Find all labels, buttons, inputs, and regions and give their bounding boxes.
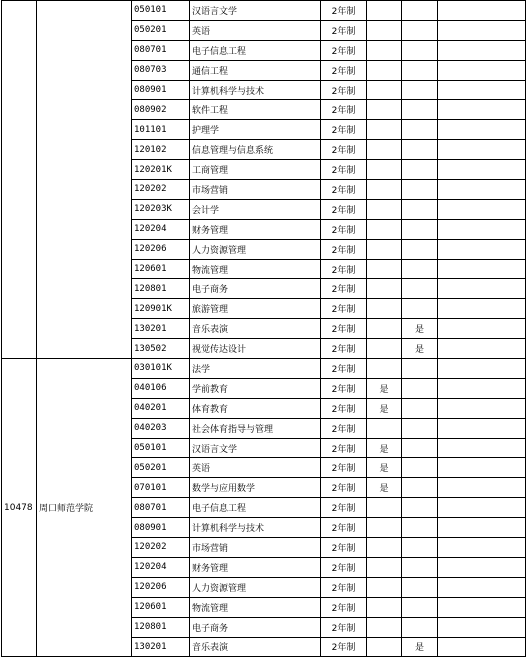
major-code-cell: 130201	[132, 637, 190, 657]
flag-a-cell	[367, 339, 402, 359]
duration-cell: 2年制	[321, 378, 367, 398]
major-name-cell: 数学与应用数学	[190, 478, 321, 498]
blank-cell	[438, 299, 526, 319]
major-name-cell: 人力资源管理	[190, 577, 321, 597]
major-name-cell: 电子信息工程	[190, 40, 321, 60]
duration-cell: 2年制	[321, 478, 367, 498]
major-code-cell: 040106	[132, 378, 190, 398]
duration-cell: 2年制	[321, 498, 367, 518]
flag-b-cell	[402, 299, 438, 319]
major-code-cell: 120202	[132, 538, 190, 558]
flag-b-cell	[402, 557, 438, 577]
duration-cell: 2年制	[321, 438, 367, 458]
major-code-cell: 050101	[132, 438, 190, 458]
major-code-cell: 120901K	[132, 299, 190, 319]
major-code-cell: 120601	[132, 259, 190, 279]
flag-b-cell	[402, 120, 438, 140]
duration-cell: 2年制	[321, 1, 367, 21]
flag-a-cell	[367, 140, 402, 160]
blank-cell	[438, 418, 526, 438]
major-name-cell: 物流管理	[190, 597, 321, 617]
major-name-cell: 学前教育	[190, 378, 321, 398]
blank-cell	[438, 259, 526, 279]
duration-cell: 2年制	[321, 418, 367, 438]
blank-cell	[438, 20, 526, 40]
major-name-cell: 物流管理	[190, 259, 321, 279]
flag-a-cell	[367, 1, 402, 21]
flag-a-cell	[367, 279, 402, 299]
flag-a-cell	[367, 538, 402, 558]
flag-b-cell	[402, 20, 438, 40]
flag-a-cell	[367, 60, 402, 80]
blank-cell	[438, 120, 526, 140]
flag-a-cell	[367, 40, 402, 60]
flag-b-cell	[402, 80, 438, 100]
flag-a-cell	[367, 180, 402, 200]
flag-a-cell	[367, 239, 402, 259]
major-code-cell: 050101	[132, 1, 190, 21]
major-name-cell: 汉语言文学	[190, 438, 321, 458]
major-code-cell: 101101	[132, 120, 190, 140]
flag-a-cell: 是	[367, 378, 402, 398]
major-name-cell: 电子商务	[190, 617, 321, 637]
duration-cell: 2年制	[321, 597, 367, 617]
flag-b-cell	[402, 518, 438, 538]
major-code-cell: 120204	[132, 557, 190, 577]
duration-cell: 2年制	[321, 180, 367, 200]
major-name-cell: 旅游管理	[190, 299, 321, 319]
major-code-cell: 080701	[132, 40, 190, 60]
flag-b-cell	[402, 398, 438, 418]
flag-b-cell	[402, 438, 438, 458]
duration-cell: 2年制	[321, 60, 367, 80]
duration-cell: 2年制	[321, 100, 367, 120]
flag-a-cell	[367, 498, 402, 518]
duration-cell: 2年制	[321, 80, 367, 100]
table-row	[2, 359, 526, 379]
flag-b-cell: 是	[402, 319, 438, 339]
blank-cell	[438, 80, 526, 100]
duration-cell: 2年制	[321, 557, 367, 577]
flag-a-cell	[367, 299, 402, 319]
blank-cell	[438, 1, 526, 21]
blank-cell	[438, 219, 526, 239]
blank-cell	[438, 339, 526, 359]
flag-b-cell	[402, 160, 438, 180]
duration-cell: 2年制	[321, 339, 367, 359]
major-code-cell: 040203	[132, 418, 190, 438]
flag-a-cell: 是	[367, 458, 402, 478]
blank-cell	[438, 140, 526, 160]
flag-b-cell	[402, 617, 438, 637]
flag-b-cell	[402, 239, 438, 259]
major-code-cell: 070101	[132, 478, 190, 498]
blank-cell	[438, 378, 526, 398]
major-name-cell: 体育教育	[190, 398, 321, 418]
flag-b-cell	[402, 597, 438, 617]
major-code-cell: 130502	[132, 339, 190, 359]
major-code-cell: 080701	[132, 498, 190, 518]
major-code-cell: 080703	[132, 60, 190, 80]
major-code-cell: 120601	[132, 597, 190, 617]
flag-b-cell	[402, 478, 438, 498]
blank-cell	[438, 538, 526, 558]
flag-b-cell	[402, 100, 438, 120]
flag-a-cell	[367, 219, 402, 239]
major-name-cell: 通信工程	[190, 60, 321, 80]
school-name-cell	[37, 1, 132, 359]
blank-cell	[438, 398, 526, 418]
major-name-cell: 计算机科学与技术	[190, 80, 321, 100]
flag-a-cell	[367, 637, 402, 657]
flag-a-cell	[367, 319, 402, 339]
major-name-cell: 视觉传达设计	[190, 339, 321, 359]
blank-cell	[438, 637, 526, 657]
flag-b-cell: 是	[402, 339, 438, 359]
duration-cell: 2年制	[321, 199, 367, 219]
major-code-cell: 120201K	[132, 160, 190, 180]
flag-b-cell	[402, 219, 438, 239]
major-name-cell: 英语	[190, 20, 321, 40]
flag-b-cell	[402, 259, 438, 279]
flag-a-cell	[367, 518, 402, 538]
flag-b-cell	[402, 140, 438, 160]
duration-cell: 2年制	[321, 140, 367, 160]
flag-b-cell	[402, 180, 438, 200]
duration-cell: 2年制	[321, 577, 367, 597]
blank-cell	[438, 279, 526, 299]
school-code-cell: 10478	[2, 359, 37, 657]
duration-cell: 2年制	[321, 538, 367, 558]
major-code-cell: 120204	[132, 219, 190, 239]
flag-b-cell	[402, 359, 438, 379]
blank-cell	[438, 100, 526, 120]
table-body	[2, 1, 526, 657]
flag-b-cell	[402, 60, 438, 80]
flag-a-cell	[367, 597, 402, 617]
blank-cell	[438, 180, 526, 200]
flag-b-cell	[402, 378, 438, 398]
flag-b-cell	[402, 40, 438, 60]
major-name-cell: 财务管理	[190, 557, 321, 577]
major-code-cell: 120206	[132, 239, 190, 259]
school-code-cell	[2, 1, 37, 359]
flag-b-cell: 是	[402, 637, 438, 657]
major-name-cell: 市场营销	[190, 180, 321, 200]
major-code-cell: 120801	[132, 617, 190, 637]
major-name-cell: 电子商务	[190, 279, 321, 299]
blank-cell	[438, 577, 526, 597]
major-name-cell: 音乐表演	[190, 319, 321, 339]
flag-b-cell	[402, 1, 438, 21]
major-name-cell: 英语	[190, 458, 321, 478]
duration-cell: 2年制	[321, 40, 367, 60]
major-code-cell: 130201	[132, 319, 190, 339]
flag-a-cell	[367, 120, 402, 140]
blank-cell	[438, 518, 526, 538]
flag-a-cell: 是	[367, 438, 402, 458]
duration-cell: 2年制	[321, 219, 367, 239]
major-name-cell: 护理学	[190, 120, 321, 140]
school-name-cell: 周口师范学院	[37, 359, 132, 657]
blank-cell	[438, 40, 526, 60]
major-code-cell: 080901	[132, 518, 190, 538]
flag-a-cell	[367, 20, 402, 40]
duration-cell: 2年制	[321, 259, 367, 279]
duration-cell: 2年制	[321, 299, 367, 319]
flag-b-cell	[402, 577, 438, 597]
major-name-cell: 法学	[190, 359, 321, 379]
major-name-cell: 汉语言文学	[190, 1, 321, 21]
flag-a-cell: 是	[367, 398, 402, 418]
flag-a-cell	[367, 617, 402, 637]
major-name-cell: 工商管理	[190, 160, 321, 180]
blank-cell	[438, 160, 526, 180]
duration-cell: 2年制	[321, 518, 367, 538]
major-code-cell: 120801	[132, 279, 190, 299]
flag-a-cell	[367, 160, 402, 180]
blank-cell	[438, 617, 526, 637]
blank-cell	[438, 458, 526, 478]
major-code-cell: 120102	[132, 140, 190, 160]
flag-b-cell	[402, 458, 438, 478]
duration-cell: 2年制	[321, 239, 367, 259]
blank-cell	[438, 319, 526, 339]
flag-b-cell	[402, 199, 438, 219]
blank-cell	[438, 239, 526, 259]
major-code-cell: 030101K	[132, 359, 190, 379]
flag-a-cell	[367, 80, 402, 100]
major-name-cell: 市场营销	[190, 538, 321, 558]
major-code-cell: 120203K	[132, 199, 190, 219]
flag-b-cell	[402, 498, 438, 518]
major-name-cell: 软件工程	[190, 100, 321, 120]
flag-b-cell	[402, 279, 438, 299]
duration-cell: 2年制	[321, 319, 367, 339]
duration-cell: 2年制	[321, 617, 367, 637]
major-name-cell: 财务管理	[190, 219, 321, 239]
flag-a-cell	[367, 100, 402, 120]
blank-cell	[438, 438, 526, 458]
major-code-cell: 120202	[132, 180, 190, 200]
duration-cell: 2年制	[321, 160, 367, 180]
major-name-cell: 人力资源管理	[190, 239, 321, 259]
blank-cell	[438, 557, 526, 577]
flag-a-cell	[367, 199, 402, 219]
flag-a-cell: 是	[367, 478, 402, 498]
major-name-cell: 音乐表演	[190, 637, 321, 657]
major-code-cell: 050201	[132, 20, 190, 40]
major-code-cell: 040201	[132, 398, 190, 418]
duration-cell: 2年制	[321, 637, 367, 657]
major-name-cell: 计算机科学与技术	[190, 518, 321, 538]
duration-cell: 2年制	[321, 359, 367, 379]
major-code-cell: 120206	[132, 577, 190, 597]
blank-cell	[438, 359, 526, 379]
flag-a-cell	[367, 418, 402, 438]
major-code-cell: 050201	[132, 458, 190, 478]
blank-cell	[438, 597, 526, 617]
blank-cell	[438, 199, 526, 219]
program-table	[1, 0, 526, 657]
duration-cell: 2年制	[321, 398, 367, 418]
major-code-cell: 080901	[132, 80, 190, 100]
major-name-cell: 社会体育指导与管理	[190, 418, 321, 438]
major-name-cell: 电子信息工程	[190, 498, 321, 518]
flag-a-cell	[367, 557, 402, 577]
flag-a-cell	[367, 577, 402, 597]
flag-b-cell	[402, 418, 438, 438]
duration-cell: 2年制	[321, 20, 367, 40]
duration-cell: 2年制	[321, 279, 367, 299]
flag-a-cell	[367, 359, 402, 379]
blank-cell	[438, 498, 526, 518]
table-row	[2, 1, 526, 21]
flag-b-cell	[402, 538, 438, 558]
major-name-cell: 信息管理与信息系统	[190, 140, 321, 160]
duration-cell: 2年制	[321, 458, 367, 478]
flag-a-cell	[367, 259, 402, 279]
major-name-cell: 会计学	[190, 199, 321, 219]
duration-cell: 2年制	[321, 120, 367, 140]
major-code-cell: 080902	[132, 100, 190, 120]
blank-cell	[438, 60, 526, 80]
blank-cell	[438, 478, 526, 498]
